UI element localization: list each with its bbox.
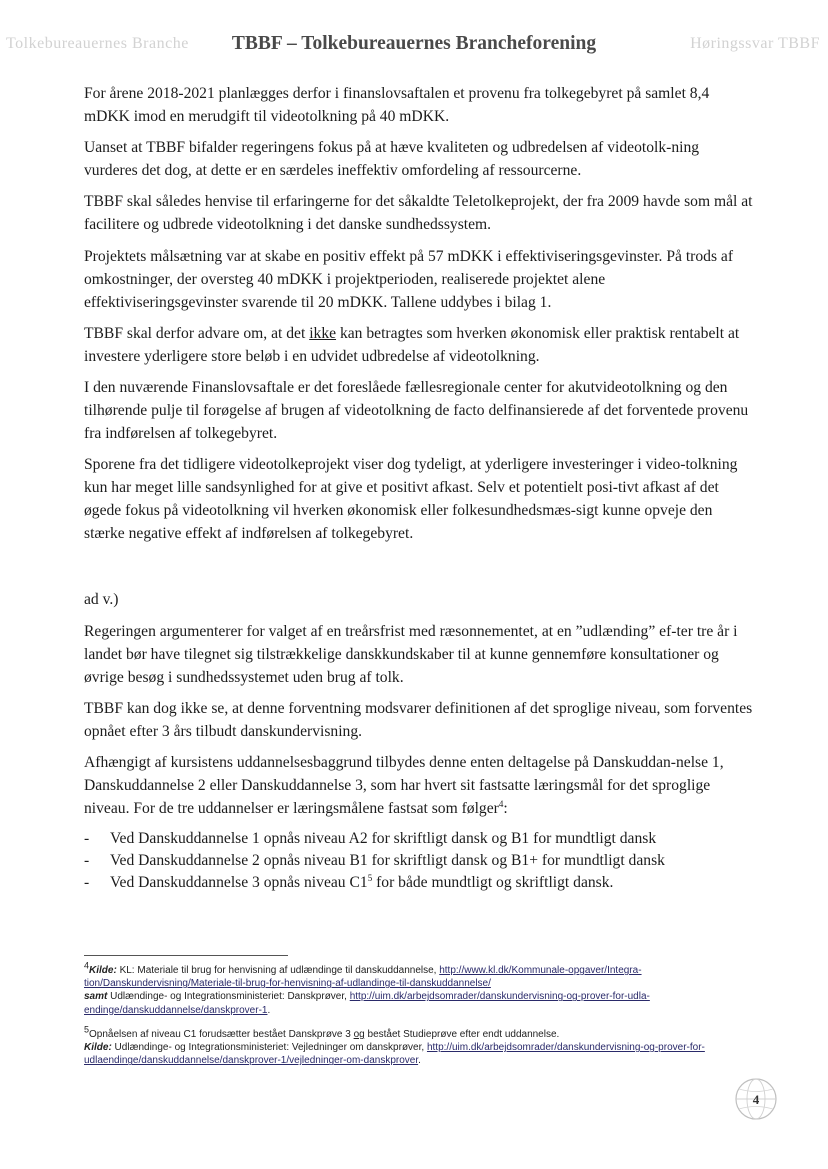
footnote-link[interactable]: http://uim.dk/arbejdsomrader/danskundervisning-og-prover-for-udlaendinge/danskuddannelse/danskprover-1/vejledninger-om-danskprover (84, 1042, 705, 1067)
footnote-text: KL: Materiale til brug for henvisning af udlændinge til danskuddannelse, (116, 965, 440, 976)
footnote-ref-4: 4 (498, 798, 504, 809)
header-faint-right: Høringssvar TBBF (690, 35, 820, 52)
paragraph-10 (84, 751, 756, 820)
paragraph-4: Projektets målsætning var at skabe en positiv effekt på 57 mDKK i effektiviseringsgevinster. På trods af omkostninger, der oversteg 40 mDKK i projektperioden, realiserede projektet alene effektiviseringsgevinster svarende til 20 mDKK. Tallene uddybes i bilag 1. (84, 248, 734, 311)
paragraph-5-end: kan betragtes som hverken økonomisk eller praktisk rentabelt at investere yderligere store beløb i en udvidet udbredelse af videotolkning. (84, 325, 740, 365)
list-item-text: Ved Danskuddannelse 1 opnås niveau A2 for skriftligt dansk og B1 for mundtligt dansk (110, 830, 657, 847)
footnote-ref-5: 5 (367, 872, 373, 883)
paragraph-8: Regeringen argumenterer for valget af en treårsfrist med ræsonnementet, at en ”udlænding” ef-ter tre år i landet bør have tilegnet sig tilstrækkelige danskkundskaber til at kunne gennemføre konsultationer og øvrige besøg i sundhedssystemet uden brug af tolk. (84, 623, 738, 686)
footnote-text: . (267, 1004, 271, 1016)
page-number: 4 (752, 1092, 760, 1107)
footnote-text: bestået Studieprøve efter endt uddannelse. (364, 1029, 560, 1040)
paragraph-7: Sporene fra det tidligere videotolkeprojekt viser dog tydeligt, at yderligere investeringer i video-tolkning kun har meget lille sandsynlighed for at give et positivt afkast. Selv et potentielt posi-tivt afkast af det øgede fokus på videotolkning vil hverken økonomisk eller folkesundhedsmæs-sigt kunne opveje den stærke negative effekt af indførelsen af tolkegebyret. (84, 456, 738, 542)
underlined-word: ikke (309, 325, 337, 342)
footnote-link[interactable]: http://www.kl.dk/Kommunale-opgaver/Integra-tion/Danskundervisning/Materiale-til-brug-for-henvisning-af-udlandinge-til-danskuddannelse/ (84, 965, 642, 990)
footnote-5 (84, 1024, 756, 1068)
paragraph-3: TBBF skal således henvise til erfaringerne for det såkaldte Teletolkeprojekt, der fra 2009 havde som mål at facilitere og udbrede videotolkning i det danske sundhedssystem. (84, 193, 753, 233)
paragraph-6: I den nuværende Finanslovsaftale er det foreslåede fællesregionale center for akutvideotolkning og den tilhørende pulje til forøgelse af brugen af videotolkning de facto delfinansierede af det forventede provenu fra indførelsen af tolkegebyret. (84, 379, 749, 442)
footnote-link[interactable]: http://uim.dk/arbejdsomrader/danskundervisning-og-prover-for-udla-endinge/danskuddannelse/danskprover-1 (84, 991, 650, 1016)
header-title: TBBF – Tolkebureauernes Brancheforening (231, 33, 597, 54)
footnote-kilde-label: Kilde: (84, 1042, 112, 1054)
footnote-text: Udlændinge- og Integrationsministeriet: Danskprøver, (107, 991, 350, 1003)
page-number-badge (733, 1076, 779, 1122)
paragraph-10-end: : (503, 800, 508, 817)
paragraph-2: Uanset at TBBF bifalder regeringens fokus på at hæve kvaliteten og udbredelsen af videotolk-ning vurderes det dog, at dette er en særdeles ineffektiv omfordeling af ressourcerne. (84, 139, 700, 179)
list-dash: - (84, 874, 90, 891)
list-item (84, 850, 756, 872)
footnote-separator (84, 955, 288, 956)
paragraph-10-text: Afhængigt af kursistens uddannelsesbaggrund tilbydes denne enten deltagelse på Danskuddan-nelse 1, Danskuddannelse 2 eller Danskuddannelse 3, som har hvert sit fastsatte læringsmål for det sproglige niveau. For de tre uddannelser er læringsmålene fastsat som følger (84, 754, 724, 817)
footnote-samt-label: samt (84, 991, 108, 1003)
footnote-text: Opnåelsen af niveau C1 forudsætter bestået Danskprøve 3 (89, 1029, 354, 1040)
paragraph-5-start: TBBF skal derfor advare om, at det (84, 325, 310, 342)
header-faint-left: Tolkebureauernes Branche (6, 35, 189, 52)
footnote-mark: 5 (84, 1024, 90, 1035)
footnote-4 (84, 960, 756, 1017)
paragraph-5 (84, 322, 756, 368)
list-item (84, 872, 756, 894)
paragraph-1: For årene 2018-2021 planlægges derfor i finanslovsaftalen et provenu fra tolkegebyret på samlet 8,4 mDKK imod en merudgift til videotolkning på 40 mDKK. (84, 85, 710, 125)
list-item-text-end: for både mundtligt og skriftligt dansk. (372, 874, 614, 891)
list-item-text: Ved Danskuddannelse 3 opnås niveau C1 (110, 874, 368, 891)
footnote-mark: 4 (84, 960, 90, 971)
section-label: ad v.) (84, 591, 119, 608)
footnote-kilde-label: Kilde: (89, 965, 117, 976)
footnote-underlined-og: og (353, 1029, 365, 1040)
list-dash: - (84, 830, 90, 847)
list-dash: - (84, 852, 90, 869)
list-item (84, 828, 756, 850)
paragraph-9: TBBF kan dog ikke se, at denne forventning modsvarer definitionen af det sproglige niveau, som forventes opnået efter 3 års tilbudt danskundervisning. (84, 700, 753, 740)
list-item-text: Ved Danskuddannelse 2 opnås niveau B1 for skriftligt dansk og B1+ for mundtligt dansk (110, 852, 665, 869)
footnote-text: . (418, 1055, 421, 1067)
footnote-text: Udlændinge- og Integrationsministeriet: Vejledninger om danskprøver, (111, 1042, 427, 1054)
